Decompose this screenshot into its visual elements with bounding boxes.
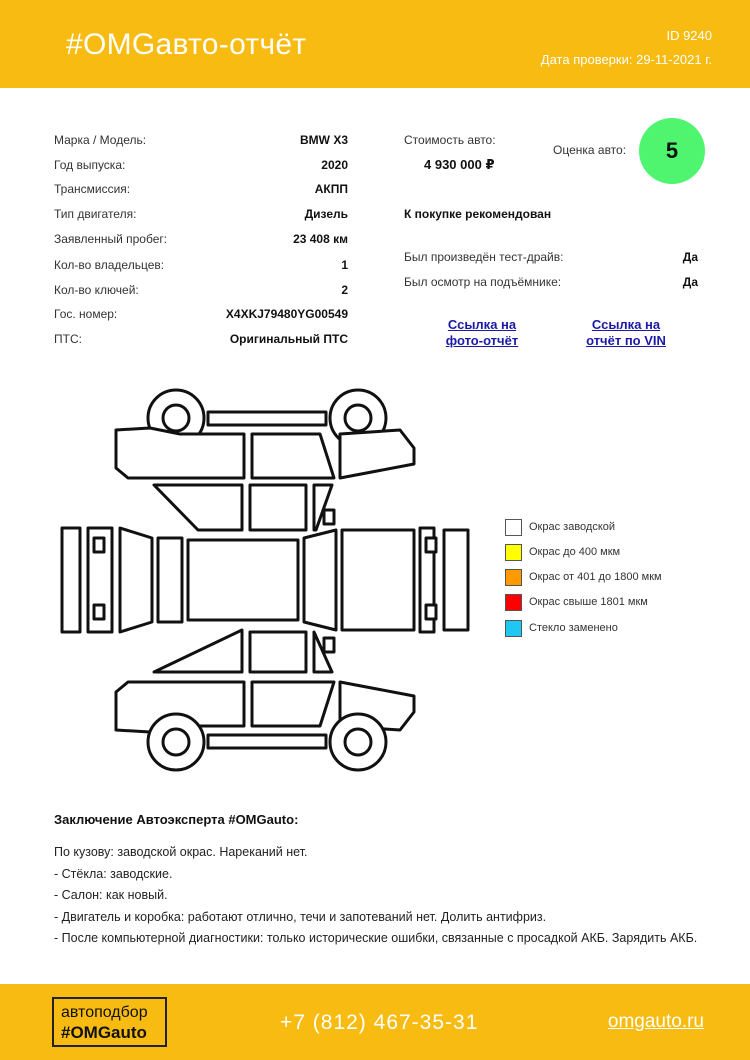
spec-label: Заявленный пробег: xyxy=(54,232,168,246)
brand-title: #OMGавто-отчёт xyxy=(66,28,307,61)
spec-value: X4XKJ79480YG00549 xyxy=(225,307,348,321)
spec-value: Оригинальный ПТС xyxy=(229,332,348,346)
spec-label: Трансмиссия: xyxy=(54,182,131,196)
headlight-left xyxy=(94,538,104,552)
spec-label: Кол-во владельцев: xyxy=(54,258,165,272)
legend-label: Окрас от 401 до 1800 мкм xyxy=(529,571,662,583)
check-row-lift xyxy=(404,275,698,293)
spec-label: ПТС: xyxy=(54,332,82,346)
footer-site-link[interactable]: omgauto.ru xyxy=(607,1011,704,1032)
spec-label: Год выпуска: xyxy=(54,158,126,172)
windshield xyxy=(158,538,182,622)
sill-right xyxy=(208,735,326,748)
legend-swatch xyxy=(505,569,522,586)
footer-logo xyxy=(52,997,167,1047)
legend-swatch xyxy=(505,594,522,611)
legend-label: Окрас свыше 1801 мкм xyxy=(529,596,648,608)
roof-view xyxy=(62,485,468,632)
headlight-right xyxy=(94,605,104,619)
check-label: Был осмотр на подъёмнике: xyxy=(404,275,562,289)
spec-row-transmission xyxy=(54,182,348,200)
spec-label: Гос. номер: xyxy=(54,307,118,321)
legend-label: Окрас заводской xyxy=(529,521,616,533)
check-row-test-drive xyxy=(404,250,698,268)
check-label: Был произведён тест-драйв: xyxy=(404,250,564,264)
wheel-hub xyxy=(345,405,371,431)
wheel-hub xyxy=(163,405,189,431)
wheel-hub xyxy=(163,729,189,755)
glass-front-right xyxy=(154,630,242,672)
report-id: ID 9240 xyxy=(666,28,712,43)
spec-value: 1 xyxy=(341,258,348,272)
price-value: 4 930 000 ₽ xyxy=(424,157,495,172)
spec-row-keys xyxy=(54,283,348,301)
front-bumper xyxy=(62,528,80,632)
logo-line: автоподбор xyxy=(61,1004,148,1021)
rating-label: Оценка авто: xyxy=(553,143,627,157)
spec-row-plate xyxy=(54,307,348,325)
check-date: Дата проверки: 29-11-2021 г. xyxy=(540,52,712,67)
car-body-scheme xyxy=(58,380,478,780)
rating-badge: 5 xyxy=(639,118,705,184)
legend-label: Окрас до 400 мкм xyxy=(529,546,621,558)
wheel-hub xyxy=(345,729,371,755)
conclusion-title: Заключение Автоэксперта #OMGauto: xyxy=(54,812,299,827)
conclusion-line: - Салон: как новый. xyxy=(54,888,168,902)
rear-bumper xyxy=(444,530,468,630)
taillight-left xyxy=(426,538,436,552)
spec-value: BMW X3 xyxy=(300,133,348,147)
taillight-right xyxy=(426,605,436,619)
door-rear-left xyxy=(340,430,414,478)
right-side-view xyxy=(116,630,414,770)
spec-value: 2 xyxy=(341,283,348,297)
trunk xyxy=(342,530,414,630)
door-front-right xyxy=(252,682,334,726)
footer-bar xyxy=(0,984,750,1060)
spec-value: Дизель xyxy=(304,207,348,221)
spec-row-year xyxy=(54,158,348,176)
spec-row-model xyxy=(54,133,348,151)
spec-row-pts xyxy=(54,332,348,350)
glass-rear-left xyxy=(250,485,306,530)
spec-value: 2020 xyxy=(321,158,348,172)
door-front-left xyxy=(252,434,334,478)
photo-report-link[interactable] xyxy=(436,317,528,349)
conclusion-line: - После компьютерной диагностики: только исторические ошибки, связанные с просадкой АКБ. Зарядить АКБ. xyxy=(54,931,698,945)
mirror-right xyxy=(324,638,334,652)
link-line: Ссылка на xyxy=(447,317,517,332)
spec-value: АКПП xyxy=(314,182,348,196)
footer-phone[interactable]: +7 (812) 467-35-31 xyxy=(280,1011,479,1034)
legend-swatch xyxy=(505,544,522,561)
price-label: Стоимость авто: xyxy=(404,133,496,147)
header-bar xyxy=(0,0,750,88)
link-line: Ссылка на xyxy=(591,317,661,332)
spec-row-engine xyxy=(54,207,348,225)
spec-label: Кол-во ключей: xyxy=(54,283,139,297)
legend-swatch xyxy=(505,620,522,637)
glass-front-left xyxy=(154,485,242,530)
link-line: фото-отчёт xyxy=(445,333,519,348)
spec-row-mileage xyxy=(54,232,348,250)
front-fender-left xyxy=(116,428,244,478)
conclusion-line: По кузову: заводской окрас. Нареканий нет. xyxy=(54,845,308,859)
spec-row-owners xyxy=(54,258,348,276)
glass-rear-right xyxy=(250,632,306,672)
roof xyxy=(188,540,298,620)
mirror-left xyxy=(324,510,334,524)
legend-swatch xyxy=(505,519,522,536)
check-value: Да xyxy=(682,275,698,289)
sill-left xyxy=(208,412,326,425)
hood xyxy=(120,528,152,632)
recommendation-text: К покупке рекомендован xyxy=(404,207,552,221)
link-line: отчёт по VIN xyxy=(586,333,666,348)
spec-value: 23 408 км xyxy=(293,232,348,246)
vin-report-link[interactable] xyxy=(576,317,676,349)
rear-glass xyxy=(304,530,336,630)
check-value: Да xyxy=(682,250,698,264)
legend-label: Стекло заменено xyxy=(529,622,618,634)
left-side-view xyxy=(116,390,414,478)
spec-label: Марка / Модель: xyxy=(54,133,147,147)
conclusion-line: - Стёкла: заводские. xyxy=(54,866,173,881)
conclusion-text xyxy=(54,842,706,950)
logo-line: #OMGauto xyxy=(61,1023,147,1042)
spec-label: Тип двигателя: xyxy=(54,207,137,221)
conclusion-line: - Двигатель и коробка: работают отлично, течи и запотеваний нет. Долить антифриз. xyxy=(54,909,547,924)
